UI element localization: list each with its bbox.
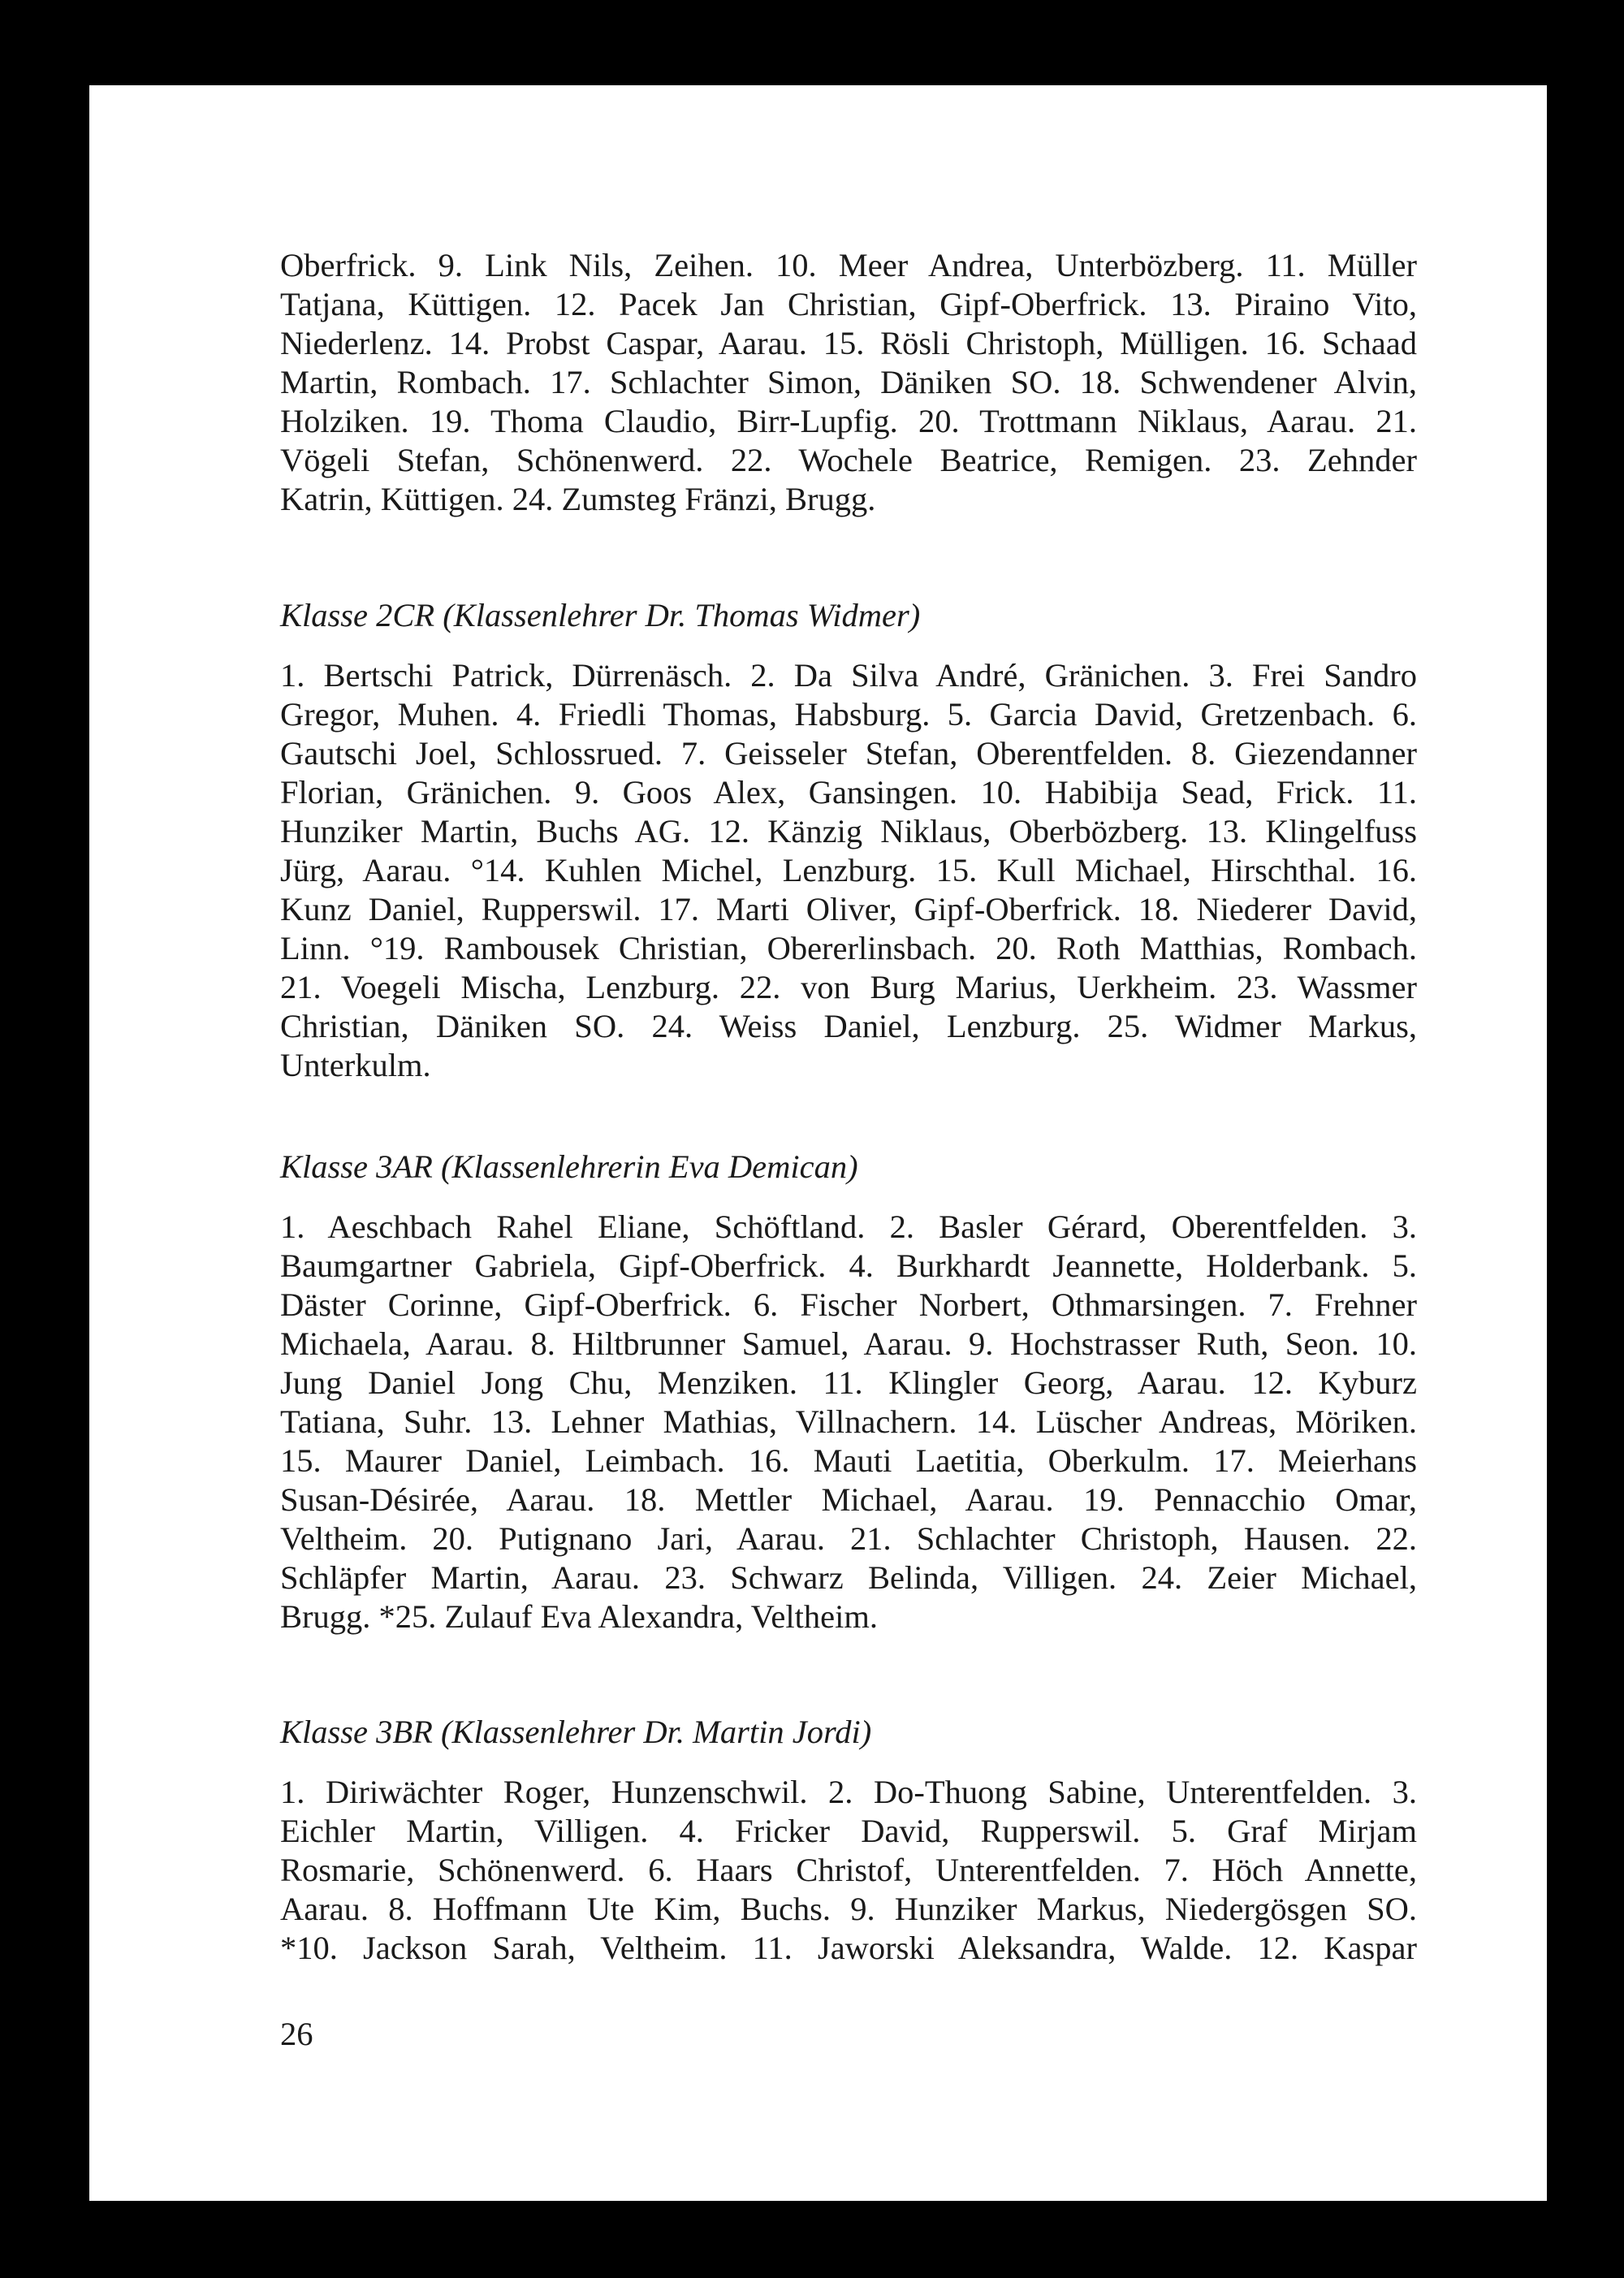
text-line: Baumgartner Gabriela, Gipf-Oberfrick. 4. Burkhardt Jeannette, Holderbank. 5. (280, 1247, 1417, 1284)
text-line: Katrin, Küttigen. 24. Zumsteg Fränzi, Brugg. (280, 481, 876, 517)
section-3 (280, 1713, 1417, 1968)
text-line: Tatiana, Suhr. 13. Lehner Mathias, Villnachern. 14. Lüscher Andreas, Möriken. (280, 1403, 1417, 1440)
text-line: *10. Jackson Sarah, Veltheim. 11. Jaworski Aleksandra, Walde. 12. Kaspar (280, 1930, 1417, 1966)
text-line: Kunz Daniel, Rupperswil. 17. Marti Oliver, Gipf-Oberfrick. 18. Niederer David, (280, 891, 1417, 927)
text-line: Susan-Désirée, Aarau. 18. Mettler Michael, Aarau. 19. Pennacchio Omar, (280, 1481, 1417, 1518)
class-heading: Klasse 2CR (Klassenlehrer Dr. Thomas Widmer) (280, 597, 921, 633)
text-line: Christian, Däniken SO. 24. Weiss Daniel, Lenzburg. 25. Widmer Markus, (280, 1008, 1417, 1044)
text-line: Holziken. 19. Thoma Claudio, Birr-Lupfig. 20. Trottmann Niklaus, Aarau. 21. (280, 403, 1417, 439)
class-heading: Klasse 3BR (Klassenlehrer Dr. Martin Jordi) (280, 1714, 872, 1750)
text-line: Florian, Gränichen. 9. Goos Alex, Gansingen. 10. Habibija Sead, Frick. 11. (280, 774, 1417, 810)
text-line: Tatjana, Küttigen. 12. Pacek Jan Christian, Gipf-Oberfrick. 13. Piraino Vito, (280, 286, 1417, 322)
text-line: 15. Maurer Daniel, Leimbach. 16. Mauti Laetitia, Oberkulm. 17. Meierhans (280, 1442, 1417, 1479)
class-heading: Klasse 3AR (Klassenlehrerin Eva Demican) (280, 1148, 858, 1185)
text-line: 21. Voegeli Mischa, Lenzburg. 22. von Burg Marius, Uerkheim. 23. Wassmer (280, 969, 1417, 1005)
text-line: Unterkulm. (280, 1047, 431, 1083)
text-line: Rosmarie, Schönenwerd. 6. Haars Christof, Unterentfelden. 7. Höch Annette, (280, 1852, 1417, 1888)
text-line: Linn. °19. Rambousek Christian, Obererlinsbach. 20. Roth Matthias, Rombach. (280, 930, 1417, 966)
text-line: Jung Daniel Jong Chu, Menziken. 11. Klingler Georg, Aarau. 12. Kyburz (280, 1364, 1417, 1401)
text-line: Gregor, Muhen. 4. Friedli Thomas, Habsburg. 5. Garcia David, Gretzenbach. 6. (280, 696, 1417, 733)
section-0 (280, 246, 1417, 519)
text-line: Michaela, Aarau. 8. Hiltbrunner Samuel, Aarau. 9. Hochstrasser Ruth, Seon. 10. (280, 1325, 1417, 1362)
text-line: Vögeli Stefan, Schönenwerd. 22. Wochele Beatrice, Remigen. 23. Zehnder (280, 442, 1417, 478)
text-line: Veltheim. 20. Putignano Jari, Aarau. 21. Schlachter Christoph, Hausen. 22. (280, 1520, 1417, 1557)
text-line: Niederlenz. 14. Probst Caspar, Aarau. 15. Rösli Christoph, Mülligen. 16. Schaad (280, 325, 1417, 361)
text-line: 1. Aeschbach Rahel Eliane, Schöftland. 2. Basler Gérard, Oberentfelden. 3. (280, 1208, 1417, 1245)
text-line: Oberfrick. 9. Link Nils, Zeihen. 10. Meer Andrea, Unterbözberg. 11. Müller (280, 247, 1417, 283)
text-line: Jürg, Aarau. °14. Kuhlen Michel, Lenzburg. 15. Kull Michael, Hirschthal. 16. (280, 852, 1417, 888)
text-line: Eichler Martin, Villigen. 4. Fricker David, Rupperswil. 5. Graf Mirjam (280, 1813, 1417, 1849)
text-line: Schläpfer Martin, Aarau. 23. Schwarz Belinda, Villigen. 24. Zeier Michael, (280, 1559, 1417, 1596)
text-line: Martin, Rombach. 17. Schlachter Simon, Däniken SO. 18. Schwendener Alvin, (280, 364, 1417, 400)
text-line: Gautschi Joel, Schlossrued. 7. Geisseler Stefan, Oberentfelden. 8. Giezendanner (280, 735, 1417, 772)
section-2 (280, 1148, 1417, 1636)
document-page (89, 85, 1547, 2201)
text-line: Brugg. *25. Zulauf Eva Alexandra, Veltheim. (280, 1598, 878, 1635)
text-line: Däster Corinne, Gipf-Oberfrick. 6. Fischer Norbert, Othmarsingen. 7. Frehner (280, 1286, 1417, 1323)
text-line: 1. Diriwächter Roger, Hunzenschwil. 2. Do-Thuong Sabine, Unterentfelden. 3. (280, 1774, 1417, 1810)
section-1 (280, 596, 1417, 1085)
text-line: 1. Bertschi Patrick, Dürrenäsch. 2. Da Silva André, Gränichen. 3. Frei Sandro (280, 657, 1417, 694)
page-number: 26 (280, 2016, 313, 2052)
text-line: Hunziker Martin, Buchs AG. 12. Känzig Niklaus, Oberbözberg. 13. Klingelfuss (280, 813, 1417, 849)
text-line: Aarau. 8. Hoffmann Ute Kim, Buchs. 9. Hunziker Markus, Niedergösgen SO. (280, 1891, 1417, 1927)
